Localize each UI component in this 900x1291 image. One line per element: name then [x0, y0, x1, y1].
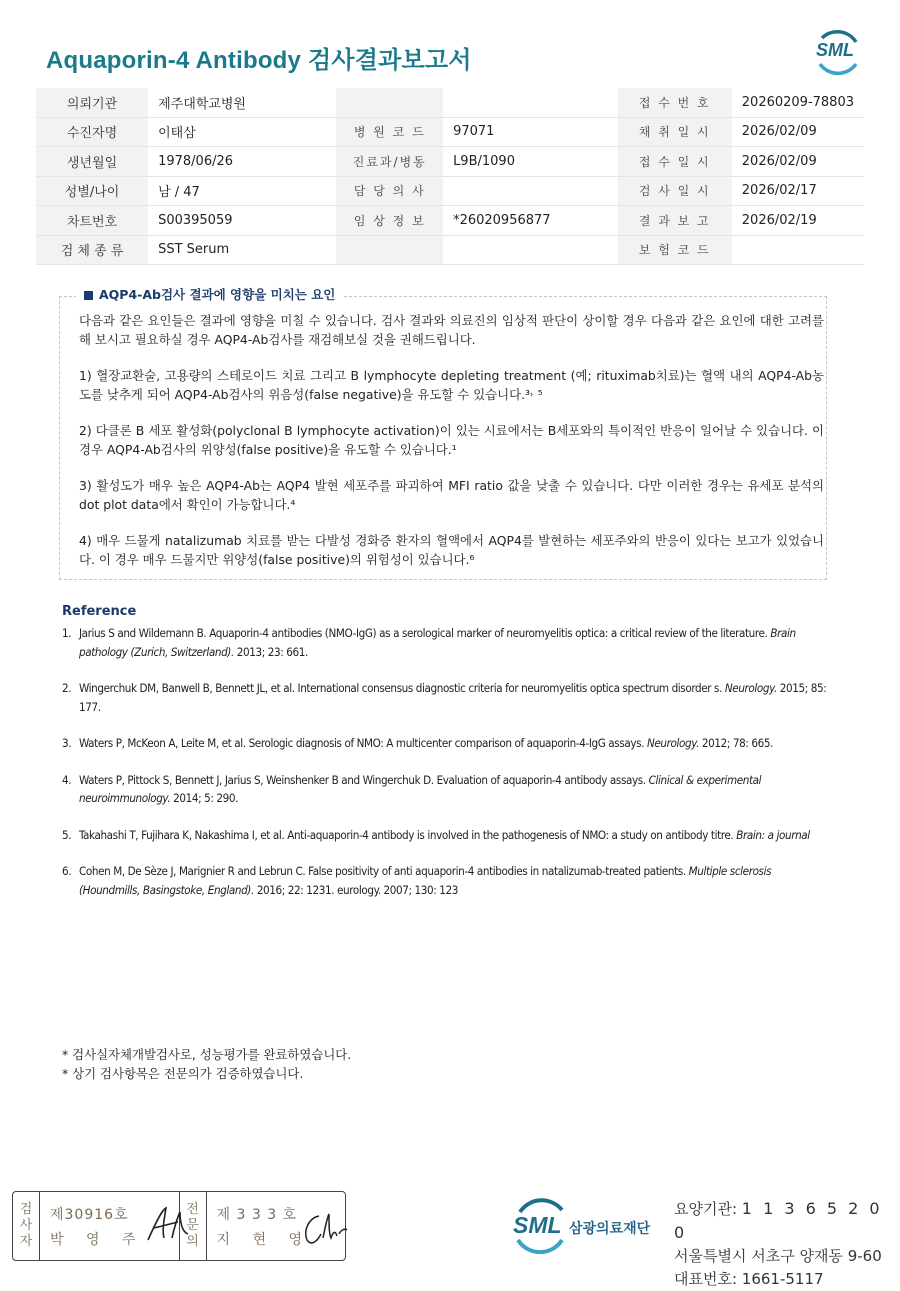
factors-body [79, 311, 824, 586]
reference-number: 5. [62, 827, 72, 842]
info-row [36, 117, 864, 147]
info-value: 97071 [443, 117, 618, 147]
reference-journal: Neurology. [647, 736, 699, 750]
info-value: 2026/02/17 [732, 176, 864, 206]
info-value: SST Serum [148, 235, 336, 265]
specialist-label: 전 문 의 [180, 1192, 207, 1260]
reference-number: 4. [62, 772, 72, 787]
info-label: 진료과/병동 [336, 147, 443, 177]
info-label: 보 험 코 드 [618, 235, 732, 265]
examiner-name: 박 영 주 [50, 1232, 145, 1248]
reference-item [62, 624, 832, 661]
info-label: 차트번호 [36, 206, 148, 236]
info-row [36, 206, 864, 236]
info-row [36, 235, 864, 265]
info-label: 검 사 일 시 [618, 176, 732, 206]
info-label: 접 수 일 시 [618, 147, 732, 177]
info-label: 결 과 보 고 [618, 206, 732, 236]
factor-paragraph: 다음과 같은 요인들은 결과에 영향을 미칠 수 있습니다. 검사 결과와 의료진의 임상적 판단이 상이할 경우 다음과 같은 요인에 대한 고려를 해 보시고 필요하실 경우 AQP4-Ab검사를 재검해보실 것을 권해드립니다. [79, 313, 824, 347]
info-label: 성별/나이 [36, 176, 148, 206]
info-value: *26020956877 [443, 206, 618, 236]
info-label: 수진자명 [36, 117, 148, 147]
reference-item [62, 679, 832, 716]
institution-info: 요양기관: 1 1 3 6 5 2 0 0 서울특별시 서초구 양재동 9-60 대표번호: 1661-5117 [674, 1197, 900, 1291]
info-row [36, 176, 864, 206]
factor-paragraph: 3) 활성도가 매우 높은 AQP4-Ab는 AQP4 발현 세포주를 파괴하여 MFI ratio 값을 낮출 수 있습니다. 다만 이러한 경우는 유세포 분석의 dot plot data에서 확인이 가능합니다.⁴ [79, 478, 824, 512]
info-value [443, 235, 618, 265]
specialist-signature-icon [299, 1208, 349, 1248]
reference-text: Wingerchuk DM, Banwell B, Bennett JL, et al. International consensus diagnostic criteria for neuromyelitis optica spectrum disorder s. Neurology. 2015; 85: 177. [79, 681, 827, 714]
info-value: 2026/02/09 [732, 147, 864, 177]
info-label: 채 취 일 시 [618, 117, 732, 147]
factor-paragraph: 2) 다클론 B 세포 활성화(polyclonal B lymphocyte activation)이 있는 시료에서는 B세포와의 특이적인 반응이 일어날 수 있습니다. 이 경우 AQP4-Ab검사의 위양성(false positive)을 유도할 수 있습니다.¹ [79, 423, 824, 457]
info-value [443, 88, 618, 117]
factor-paragraph: 4) 매우 드물게 natalizumab 치료를 받는 다발성 경화증 환자의 혈액에서 AQP4를 발현하는 세포주와의 반응이 있다는 보고가 있었습니다. 이 경우 매우 드물지만 위양성(false positive)의 위험성이 있습니다.⁶ [79, 533, 824, 567]
info-value: S00395059 [148, 206, 336, 236]
notes [62, 1045, 351, 1083]
foundation-name: 삼광의료재단 [569, 1221, 651, 1237]
info-value [443, 176, 618, 206]
info-label: 임 상 정 보 [336, 206, 443, 236]
institution-code: 1 1 3 6 5 2 0 0 [674, 1199, 883, 1242]
reference-journal: Neurology. [724, 681, 777, 695]
info-value: 남 / 47 [148, 176, 336, 206]
info-value: 2026/02/19 [732, 206, 864, 236]
info-label: 병 원 코 드 [336, 117, 443, 147]
reference-title: Reference [62, 604, 137, 619]
reference-number: 3. [62, 736, 72, 750]
specialist-name: 지 현 영 [216, 1232, 311, 1248]
reference-item [62, 826, 832, 845]
reference-text: Waters P, Pittock S, Bennett J, Jarius S, Weinshenker B and Wingerchuk D. Evaluation of aquaporin-4 antibody assays. Clinical & experimental neuroimmunology. 2014; 5: 290. [79, 772, 762, 805]
examiner-signature-icon [144, 1202, 192, 1246]
info-row [36, 88, 864, 117]
specialist-cell [207, 1192, 346, 1260]
reference-journal: Multiple sclerosis (Houndmills, Basingstoke, England). [79, 864, 772, 897]
reference-journal: Clinical & experimental neuroimmunology. [79, 772, 762, 805]
reference-item [62, 862, 832, 899]
info-value [732, 235, 864, 265]
info-label [336, 235, 443, 265]
examiner-license: 제30916호 [50, 1207, 129, 1223]
info-label: 담 당 의 사 [336, 176, 443, 206]
info-value: 2026/02/09 [732, 117, 864, 147]
info-value: 20260209-78803 [732, 88, 864, 117]
reference-text: Takahashi T, Fujihara K, Nakashima I, et al. Anti-aquaporin-4 antibody is involved in the pathogenesis of NMO: a study on antibody titre. Brain: a journal [79, 827, 810, 842]
sml-logo: SML [812, 28, 864, 76]
reference-number: 1. [62, 626, 72, 640]
address: 서울특별시 서초구 양재동 9-60 [674, 1247, 882, 1265]
note-line: * 상기 검사항목은 전문의가 검증하였습니다. [62, 1066, 304, 1081]
examiner-label: 검 사 자 [13, 1192, 40, 1260]
foundation-logo [512, 1196, 662, 1256]
svg-text:SML: SML [513, 1212, 562, 1238]
info-value: L9B/1090 [443, 147, 618, 177]
factors-title: AQP4-Ab검사 결과에 영향을 미치는 요인 [76, 285, 343, 303]
info-value: 1978/06/26 [148, 147, 336, 177]
info-label: 생년월일 [36, 147, 148, 177]
reference-text: Waters P, McKeon A, Leite M, et al. Serologic diagnosis of NMO: A multicenter comparison of aquaporin-4-IgG assays. Neurology. 2012; 78: 665. [79, 736, 773, 750]
reference-journal: Brain pathology (Zurich, Switzerland). [79, 626, 796, 659]
examiner-cell [40, 1192, 180, 1260]
square-bullet-icon [84, 291, 93, 300]
reference-item [62, 734, 832, 753]
reference-list [62, 624, 832, 917]
phone: 1661-5117 [741, 1270, 824, 1288]
info-label: 접 수 번 호 [618, 88, 732, 117]
info-label [336, 88, 443, 117]
info-row [36, 147, 864, 177]
factor-paragraph: 1) 혈장교환술, 고용량의 스테로이드 치료 그리고 B lymphocyte depleting treatment (예; rituximab치료)는 혈액 내의 AQP4-Ab농도를 낮추게 되어 AQP4-Ab검사의 위음성(false negative)을 유도할 수 있습니다.³˒ ⁵ [79, 368, 824, 402]
reference-text: Cohen M, De Sèze J, Marignier R and Lebrun C. False positivity of anti aquaporin-4 antibodies in natalizumab-treated patients. Multiple sclerosis (Houndmills, Basingstoke, England). 2016; 22: 1231. eurology. 2007; 130: 123 [79, 864, 772, 897]
page-title: Aquaporin-4 Antibody 검사결과보고서 [46, 47, 472, 74]
note-line: * 검사실자체개발검사로, 성능평가를 완료하였습니다. [62, 1047, 352, 1062]
patient-info-table [36, 88, 864, 265]
reference-item [62, 771, 832, 808]
reference-number: 6. [62, 864, 72, 878]
reference-text: Jarius S and Wildemann B. Aquaporin-4 antibodies (NMO-IgG) as a serological marker of neuromyelitis optica: a critical review of the literature. Brain pathology (Zurich, Switzerland). 2013; 23: 661. [79, 626, 796, 659]
info-label: 검 체 종 류 [36, 235, 148, 265]
info-value: 제주대학교병원 [148, 88, 336, 117]
specialist-license: 제 3 3 3 호 [216, 1207, 298, 1223]
info-label: 의뢰기관 [36, 88, 148, 117]
signature-box [12, 1191, 346, 1261]
reference-journal: Brain: a journal [736, 827, 810, 842]
reference-number: 2. [62, 681, 72, 695]
info-value: 이태삼 [148, 117, 336, 147]
